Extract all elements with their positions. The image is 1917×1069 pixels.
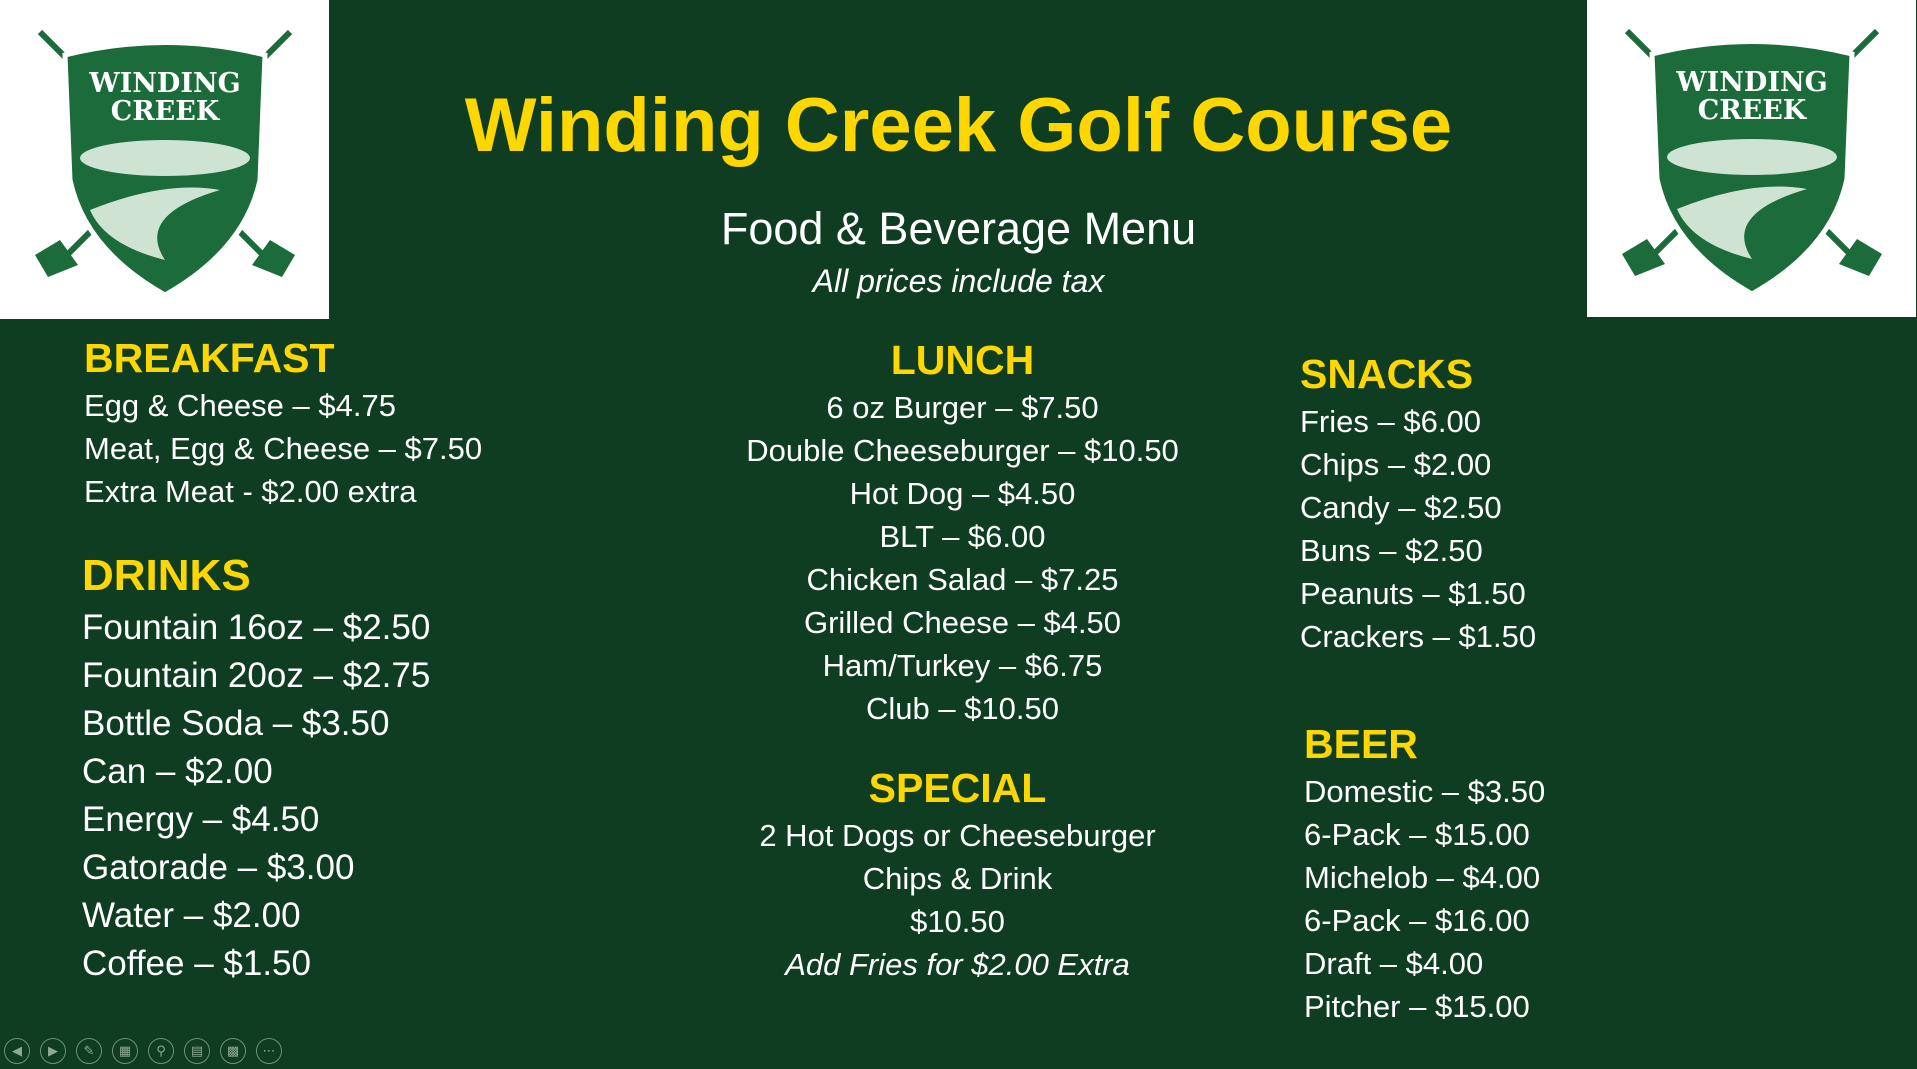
page-title: Winding Creek Golf Course (464, 83, 1453, 168)
menu-item: Chicken Salad – $7.25 (806, 562, 1119, 597)
menu-item: Ham/Turkey – $6.75 (822, 648, 1103, 683)
menu-item: Grilled Cheese – $4.50 (803, 605, 1122, 640)
menu-item: Michelob – $4.00 (1304, 860, 1541, 895)
breakfast-heading: BREAKFAST (84, 335, 335, 381)
menu-item: Chips – $2.00 (1300, 447, 1492, 482)
previous-slide-icon[interactable]: ◀ (4, 1038, 30, 1064)
winding-creek-crest-icon (1602, 9, 1902, 309)
winding-creek-crest-icon (15, 10, 315, 310)
svg-text:CREEK: CREEK (110, 95, 219, 127)
more-options-icon[interactable]: ⋯ (256, 1038, 282, 1064)
drinks-heading: DRINKS (82, 551, 251, 600)
menu-item: Coffee – $1.50 (82, 944, 311, 983)
special-heading: SPECIAL (868, 765, 1047, 811)
menu-item: Can – $2.00 (82, 752, 273, 791)
menu-item: Hot Dog – $4.50 (849, 476, 1076, 511)
special-note: Add Fries for $2.00 Extra (785, 947, 1130, 982)
menu-item: Meat, Egg & Cheese – $7.50 (84, 431, 483, 466)
next-slide-icon[interactable]: ▶ (40, 1038, 66, 1064)
menu-item: Gatorade – $3.00 (82, 848, 355, 887)
menu-item: Energy – $4.50 (82, 800, 320, 839)
drinks-section (82, 548, 430, 988)
subtitles-icon[interactable]: ▤ (184, 1038, 210, 1064)
see-all-slides-icon[interactable]: ▦ (112, 1038, 138, 1064)
beer-section (1304, 718, 1545, 1028)
menu-item: 6-Pack – $15.00 (1304, 817, 1530, 852)
menu-item: 2 Hot Dogs or Cheeseburger (759, 818, 1156, 853)
camera-off-icon[interactable]: ▩ (220, 1038, 246, 1064)
menu-item: Fountain 16oz – $2.50 (82, 608, 431, 647)
slideshow-toolbar (4, 1038, 282, 1064)
svg-text:CREEK: CREEK (1697, 94, 1806, 126)
breakfast-section (84, 332, 482, 513)
menu-subtitle: Food & Beverage Menu (720, 203, 1197, 254)
menu-item: Buns – $2.50 (1300, 533, 1483, 568)
snacks-section (1300, 348, 1536, 658)
menu-item: 6-Pack – $16.00 (1304, 903, 1530, 938)
menu-item: Peanuts – $1.50 (1300, 576, 1526, 611)
menu-item: Club – $10.50 (865, 691, 1060, 726)
logo-right (1587, 0, 1916, 317)
menu-item: 6 oz Burger – $7.50 (826, 390, 1099, 425)
menu-item: Fountain 20oz – $2.75 (82, 656, 431, 695)
lunch-section (700, 334, 1225, 730)
menu-item: Crackers – $1.50 (1300, 619, 1537, 654)
zoom-icon[interactable]: ⚲ (148, 1038, 174, 1064)
svg-text:WINDING: WINDING (88, 67, 241, 99)
menu-item: Pitcher – $15.00 (1304, 989, 1530, 1024)
svg-text:WINDING: WINDING (1675, 66, 1828, 98)
menu-item: Extra Meat - $2.00 extra (84, 474, 417, 509)
logo-left (0, 0, 329, 319)
tax-note: All prices include tax (812, 263, 1105, 299)
menu-item: Water – $2.00 (82, 896, 301, 935)
menu-item: Bottle Soda – $3.50 (82, 704, 390, 743)
menu-item: Candy – $2.50 (1300, 490, 1502, 525)
special-section (700, 762, 1215, 986)
lunch-heading: LUNCH (890, 337, 1035, 383)
menu-item: BLT – $6.00 (879, 519, 1046, 554)
menu-item: Domestic – $3.50 (1304, 774, 1546, 809)
pen-icon[interactable]: ✎ (76, 1038, 102, 1064)
menu-item: Egg & Cheese – $4.75 (84, 388, 396, 423)
snacks-heading: SNACKS (1300, 351, 1474, 397)
menu-item: Chips & Drink (862, 861, 1053, 896)
menu-item: Double Cheeseburger – $10.50 (746, 433, 1179, 468)
beer-heading: BEER (1304, 721, 1418, 767)
menu-item: $10.50 (910, 904, 1005, 939)
menu-item: Fries – $6.00 (1300, 404, 1481, 439)
menu-item: Draft – $4.00 (1304, 946, 1484, 981)
